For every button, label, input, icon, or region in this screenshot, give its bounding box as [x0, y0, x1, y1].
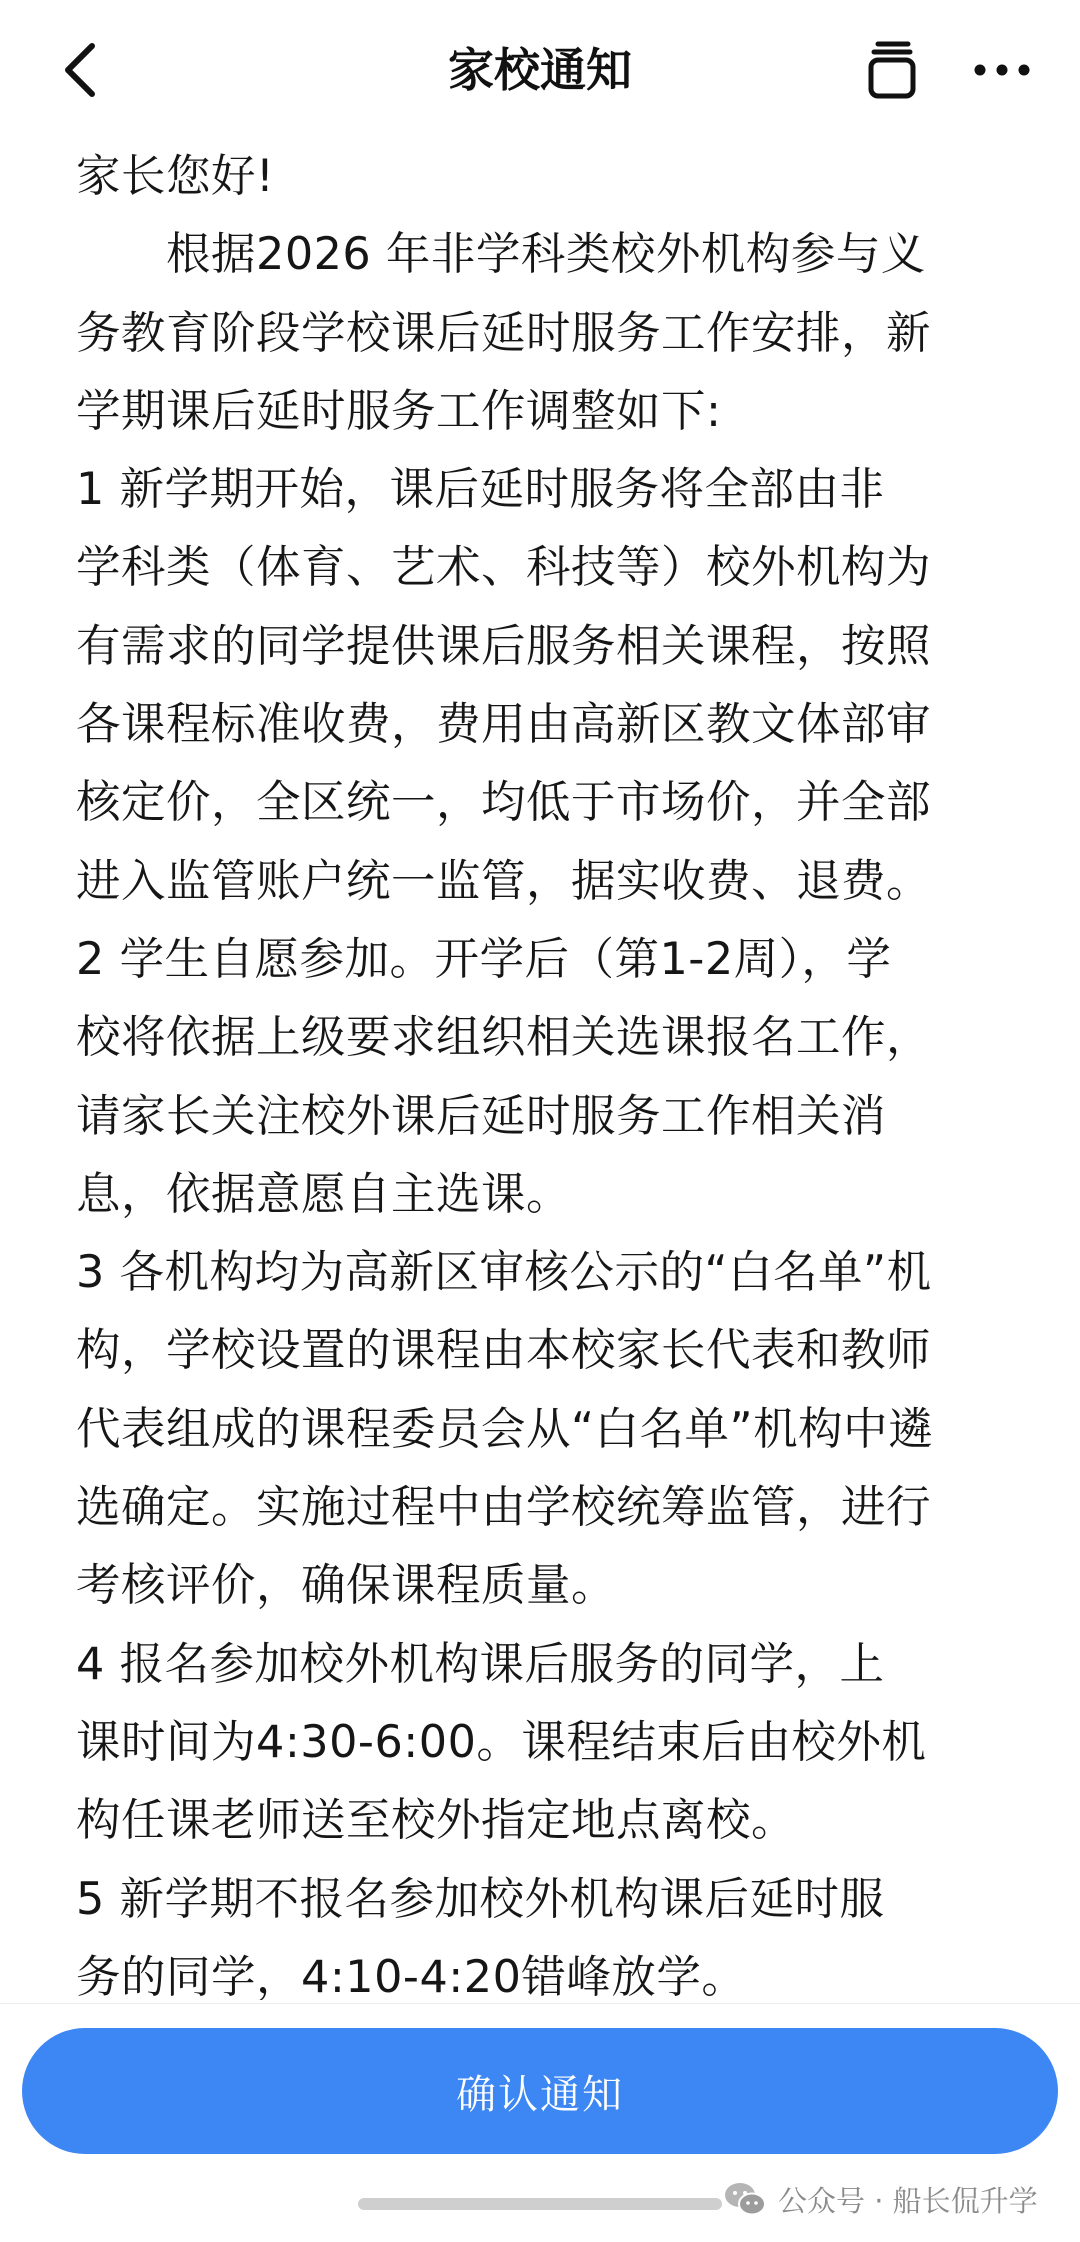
page-title: 家校通知: [448, 43, 632, 97]
notice-line: 校将依据上级要求组织相关选课报名工作，: [76, 1012, 932, 1064]
notice-line: 学期课后延时服务工作调整如下:: [76, 385, 722, 437]
wechat-icon: [722, 2176, 768, 2222]
notice-line: 构任课老师送至校外指定地点离校。: [76, 1795, 797, 1847]
nav-bar: [0, 0, 1080, 140]
notice-line: 选确定。实施过程中由学校统筹监管，进行: [76, 1482, 932, 1534]
notice-line: 构，学校设置的课程由本校家长代表和教师: [76, 1325, 932, 1377]
notice-line: 家长您好!: [76, 151, 275, 202]
notice-line: 有需求的同学提供课后服务相关课程，按照: [76, 620, 932, 672]
watermark: [722, 2176, 1038, 2222]
notice-line: 考核评价，确保课程质量。: [76, 1560, 617, 1612]
notice-line: 4 报名参加校外机构课后服务的同学，上: [76, 1638, 885, 1690]
chevron-left-icon: [60, 40, 100, 100]
notice-line: 2 学生自愿参加。开学后（第1-2周），学: [76, 933, 892, 985]
notice-line: 核定价，全区统一，均低于市场价，并全部: [76, 777, 932, 829]
notice-line: 学科类（体育、艺术、科技等）校外机构为: [76, 542, 932, 594]
notice-line: 息，依据意愿自主选课。: [76, 1168, 572, 1220]
more-horizontal-icon: [972, 62, 1032, 78]
copy-icon: [866, 38, 918, 102]
notice-line: 根据2026 年非学科类校外机构参与义: [76, 229, 926, 281]
confirm-notice-button[interactable]: 确认通知: [22, 2028, 1058, 2154]
home-indicator[interactable]: [358, 2198, 722, 2210]
notice-line: 各课程标准收费，费用由高新区教文体部审: [76, 699, 932, 751]
notice-line: 请家长关注校外课后延时服务工作相关消: [76, 1090, 887, 1142]
notice-line: 务的同学，4:10-4:20错峰放学。: [76, 1951, 747, 2000]
notice-line: 进入监管账户统一监管，据实收费、退费。: [76, 855, 932, 907]
notice-line: 课时间为4:30-6:00。课程结束后由校外机: [76, 1716, 927, 1768]
back-button[interactable]: [40, 30, 120, 110]
notice-line: 代表组成的课程委员会从“白名单”机构中遴: [76, 1403, 934, 1455]
notice-content: [76, 138, 1011, 2000]
more-button[interactable]: [962, 30, 1042, 110]
notice-line: 务教育阶段学校课后延时服务工作安排，新: [76, 307, 932, 359]
watermark-text: 公众号 · 船长侃升学: [778, 2183, 1038, 2218]
notice-line: 5 新学期不报名参加校外机构课后延时服: [76, 1873, 885, 1925]
copy-button[interactable]: [852, 30, 932, 110]
notice-line: 1 新学期开始，课后延时服务将全部由非: [76, 464, 885, 516]
footer-divider: [0, 2003, 1080, 2004]
notice-line: 3 各机构均为高新区审核公示的“白名单”机: [76, 1247, 932, 1299]
